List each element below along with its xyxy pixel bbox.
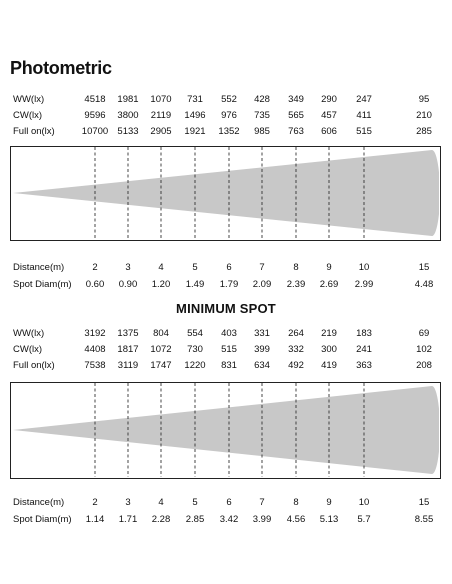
table-cell: 1352 [218,126,240,137]
table-cell: 1747 [150,360,172,371]
table-cell: 985 [254,126,270,137]
table-cell: 9596 [84,110,106,121]
row-label: Distance(m) [13,497,65,508]
table-cell: 731 [187,94,203,105]
table-cell: 1496 [184,110,206,121]
table-cell: 1921 [184,126,206,137]
cw-row [0,110,452,124]
light-beam-cone [13,386,439,474]
section-heading-minimum-spot: MINIMUM SPOT [176,301,276,316]
table-cell: 1.49 [185,279,205,290]
table-cell: 2.28 [151,514,171,525]
table-cell: 9 [326,497,332,508]
table-cell: 183 [356,328,372,339]
table-cell: 10 [358,497,370,508]
table-cell: 4 [158,497,164,508]
table-cell: 2.99 [354,279,374,290]
table-cell: 2119 [150,110,172,121]
table-cell: 2.09 [252,279,272,290]
table-cell: 15 [418,262,430,273]
row-label: WW(lx) [13,328,45,339]
table-cell: 4.48 [414,279,434,290]
table-cell: 419 [321,360,337,371]
full-on-row [0,126,452,140]
table-cell: 331 [254,328,270,339]
table-cell: 0.90 [118,279,138,290]
table-cell: 2 [92,497,98,508]
table-cell: 290 [321,94,337,105]
ww-row [0,94,452,108]
table-cell: 554 [187,328,203,339]
table-cell: 1.79 [219,279,239,290]
table-cell: 95 [418,94,430,105]
table-cell: 831 [221,360,237,371]
table-cell: 1070 [150,94,172,105]
table-cell: 300 [321,344,337,355]
table-cell: 210 [416,110,432,121]
table-cell: 1072 [150,344,172,355]
table-cell: 8 [293,262,299,273]
spot-diameter-row [0,514,452,528]
full-on-row [0,360,452,374]
table-cell: 219 [321,328,337,339]
table-cell: 208 [416,360,432,371]
table-cell: 2.85 [185,514,205,525]
table-cell: 0.60 [85,279,105,290]
row-label: Full on(lx) [13,126,55,137]
row-label: Full on(lx) [13,360,55,371]
table-cell: 1.14 [85,514,105,525]
table-cell: 10 [358,262,370,273]
row-label: Distance(m) [13,262,65,273]
distance-row [0,497,452,511]
beam-diagram [10,146,441,241]
table-cell: 6 [226,262,232,273]
table-cell: 3 [125,262,131,273]
beam-svg [11,383,439,477]
page-title: Photometric [10,58,112,78]
table-cell: 332 [288,344,304,355]
table-cell: 1817 [117,344,139,355]
table-cell: 10700 [81,126,109,137]
table-cell: 241 [356,344,372,355]
table-cell: 2905 [150,126,172,137]
light-beam-cone [13,150,439,236]
table-cell: 7 [259,262,265,273]
table-cell: 763 [288,126,304,137]
row-label: WW(lx) [13,94,45,105]
ww-row [0,328,452,342]
table-cell: 3.42 [219,514,239,525]
spot-diameter-row [0,279,452,293]
table-cell: 102 [416,344,432,355]
table-cell: 247 [356,94,372,105]
table-cell: 1220 [184,360,206,371]
table-cell: 399 [254,344,270,355]
table-cell: 7 [259,497,265,508]
table-cell: 3 [125,497,131,508]
table-cell: 2 [92,262,98,273]
table-cell: 3119 [117,360,139,371]
table-cell: 730 [187,344,203,355]
table-cell: 4 [158,262,164,273]
table-cell: 735 [254,110,270,121]
table-cell: 1981 [117,94,139,105]
table-cell: 8.55 [414,514,434,525]
table-cell: 4.56 [286,514,306,525]
table-cell: 5133 [117,126,139,137]
row-label: CW(lx) [13,344,43,355]
table-cell: 4518 [84,94,106,105]
table-cell: 3192 [84,328,106,339]
table-cell: 264 [288,328,304,339]
row-label: Spot Diam(m) [13,279,72,290]
table-cell: 1.71 [118,514,138,525]
table-cell: 492 [288,360,304,371]
table-cell: 285 [416,126,432,137]
table-cell: 5 [192,497,198,508]
table-cell: 7538 [84,360,106,371]
beam-svg [11,147,439,239]
table-cell: 2.69 [319,279,339,290]
table-cell: 349 [288,94,304,105]
row-label: Spot Diam(m) [13,514,72,525]
cw-row [0,344,452,358]
table-cell: 363 [356,360,372,371]
table-cell: 6 [226,497,232,508]
table-cell: 3.99 [252,514,272,525]
table-cell: 428 [254,94,270,105]
table-cell: 8 [293,497,299,508]
table-cell: 565 [288,110,304,121]
table-cell: 606 [321,126,337,137]
table-cell: 411 [356,110,372,121]
distance-row [0,262,452,276]
table-cell: 3800 [117,110,139,121]
table-cell: 515 [221,344,237,355]
table-cell: 976 [221,110,237,121]
beam-diagram [10,382,441,479]
table-cell: 634 [254,360,270,371]
table-cell: 804 [153,328,169,339]
table-cell: 515 [356,126,372,137]
table-cell: 69 [418,328,430,339]
table-cell: 457 [321,110,337,121]
table-cell: 5.13 [319,514,339,525]
table-cell: 403 [221,328,237,339]
table-cell: 552 [221,94,237,105]
table-cell: 1375 [117,328,139,339]
table-cell: 5 [192,262,198,273]
table-cell: 2.39 [286,279,306,290]
table-cell: 9 [326,262,332,273]
table-cell: 5.7 [357,514,371,525]
table-cell: 4408 [84,344,106,355]
table-cell: 1.20 [151,279,171,290]
table-cell: 15 [418,497,430,508]
row-label: CW(lx) [13,110,43,121]
